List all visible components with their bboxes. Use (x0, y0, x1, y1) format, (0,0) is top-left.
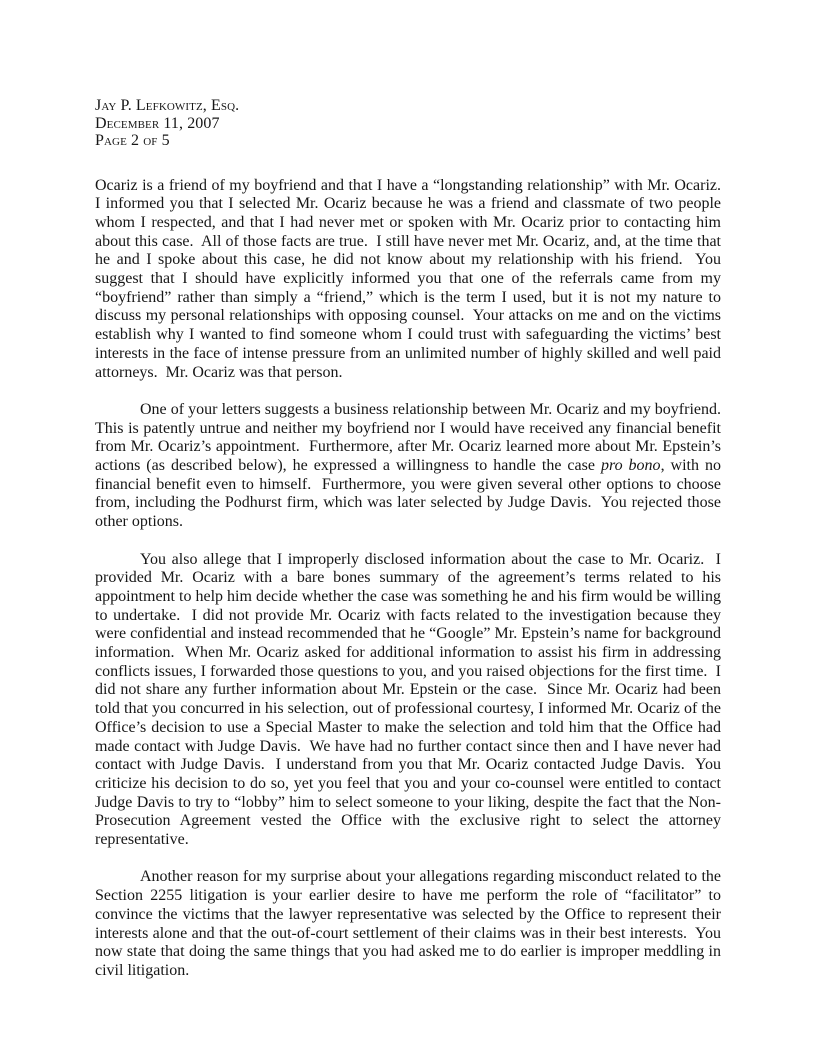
header-recipient: Jay P. Lefkowitz, Esq. (95, 97, 240, 114)
page-content (95, 97, 729, 981)
header-date: December 11, 2007 (95, 114, 220, 132)
paragraph-1: Ocariz is a friend of my boyfriend and that I have a “longstanding relationship” with Mr. Ocariz. I informed you that I selected Mr. Ocariz because he was a friend and classmate of two people whom I respected, and that I had never met or spoken with Mr. Ocariz prior to contacting him about this case. All of those facts are true. I still have never met Mr. Ocariz, and, at the time that he and I spoke about this case, he did not know about my relationship with his friend. You suggest that I should have explicitly informed you that one of the referrals came from my “boyfriend” rather than simply a “friend,” which is the term I used, but it is not my nature to discuss my personal relationships with opposing counsel. Your attacks on me and on the victims establish why I wanted to find someone whom I could trust with safeguarding the victims’ best interests in the face of intense pressure from an unlimited number of highly skilled and well paid attorneys. Mr. Ocariz was that person. (95, 176, 729, 381)
paragraph-4: Another reason for my surprise about your allegations regarding misconduct related to the Section 2255 litigation is your earlier desire to have me perform the role of “facilitator” to convince the victims that the lawyer representative was selected by the Office to represent their interests alone and that the out-of-court settlement of their claims was in their best interests. You now state that doing the same things that you had asked me to do earlier is improper meddling in civil litigation. (95, 868, 725, 979)
letter-header (95, 97, 721, 150)
header-page-indicator: Page 2 of 5 (95, 132, 170, 149)
letter-body (95, 176, 729, 981)
paragraph-3: You also allege that I improperly disclosed information about the case to Mr. Ocariz. I provided Mr. Ocariz with a bare bones summary of the agreement’s terms related to his appointment to help him decide whether the case was something he and his firm would be willing to undertake. I did not provide Mr. Ocariz with facts related to the investigation because they were confidential and instead recommended that he “Google” Mr. Epstein’s name for background information. When Mr. Ocariz asked for additional information to assist his firm in addressing conflicts issues, I forwarded those questions to you, and you raised objections for the first time. I did not share any further information about Mr. Epstein or the case. Since Mr. Ocariz had been told that you concurred in his selection, out of professional courtesy, I informed Mr. Ocariz of the Office’s decision to use a Special Master to make the selection and told him that the Office had made contact with Judge Davis. We have had no further contact since then and I have never had contact with Judge Davis. I understand from you that Mr. Ocariz contacted Judge Davis. You criticize his decision to do so, yet you feel that you and your co-counsel were entitled to contact Judge Davis to try to “lobby” him to select someone to your liking, despite the fact that the Non-Prosecution Agreement vested the Office with the exclusive right to select the attorney representative. (95, 550, 725, 849)
paragraph-2: One of your letters suggests a business relationship between Mr. Ocariz and my boyfriend. This is patently untrue and neither my boyfriend nor I would have received any financial benefit from Mr. Ocariz’s appointment. Furthermore, after Mr. Ocariz learned more about Mr. Epstein’s actions (as described below), he expressed a willingness to handle the case pro bono, with no financial benefit even to himself. Furthermore, you were given several other options to choose from, including the Podhurst firm, which was later selected by Judge Davis. You rejected those other options. (95, 400, 729, 531)
